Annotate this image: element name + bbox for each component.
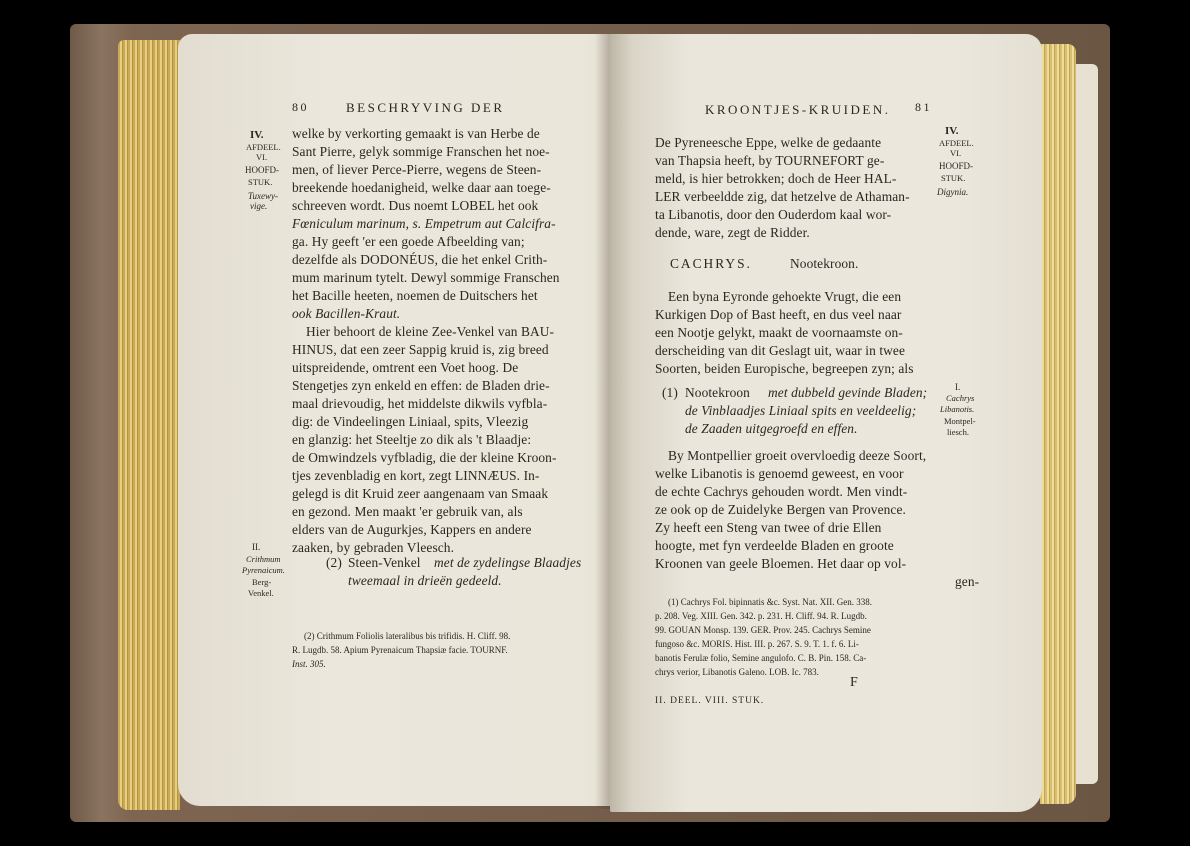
- text-line: derscheiding van dit Geslagt uit, waar in twee: [655, 343, 906, 358]
- sidenote-stuk: STUK.: [941, 173, 966, 183]
- entry-sidenote-genus: Crithmum: [246, 554, 281, 564]
- text-line: dig: de Vindeelingen Liniaal, spits, Vleezig: [292, 414, 529, 429]
- text-line: ook Bacillen-Kraut.: [292, 306, 401, 321]
- text-line: gen-: [955, 574, 980, 589]
- sidenote-vi: VI.: [950, 148, 962, 158]
- text-line: van Thapsia heeft, by TOURNEFORT ge-: [655, 153, 885, 168]
- footnote-line: 99. GOUAN Monsp. 139. GER. Prov. 245. Cachrys Semine: [655, 625, 871, 635]
- sidenote-hoofd: HOOFD-: [245, 165, 280, 175]
- footnote-line: p. 208. Veg. XIII. Gen. 342. p. 231. H. Cliff. 94. R. Lugdb.: [655, 611, 867, 621]
- footnote-line: banotis Ferulæ folio, Semine angulofo. C. B. Pin. 158. Ca-: [655, 653, 867, 663]
- section-genus: CACHRYS.: [670, 256, 752, 271]
- entry-sidenote-common: Montpel-: [944, 416, 976, 426]
- text-line: Sant Pierre, gelyk sommige Franschen het noe-: [292, 144, 550, 159]
- sidenote-part: IV.: [250, 129, 264, 141]
- text-line: en glanzig: het Steeltje zo dik als 't Blaadje:: [292, 432, 532, 447]
- footnote-line: Inst. 305.: [292, 659, 326, 669]
- text-line: schreeven wordt. Dus noemt LOBEL het ook: [292, 198, 539, 213]
- text-line: zaaken, by gebraden Vleesch.: [292, 540, 455, 555]
- text-line: Kurkigen Dop of Bast heeft, en dus veel naar: [655, 307, 902, 322]
- footnote-line: (2) Crithmum Foliolis lateralibus bis trifidis. H. Cliff. 98.: [304, 631, 511, 641]
- signature-mark: F: [850, 675, 858, 690]
- sidenote-part: IV.: [945, 125, 959, 137]
- section-title: Nootekroon.: [790, 256, 859, 271]
- right-page-number: 81: [915, 100, 932, 114]
- right-running-head: KROONTJES-KRUIDEN.: [705, 102, 891, 117]
- entry-sidenote-common-2: Venkel.: [248, 588, 274, 598]
- text-line: uitspreidende, omtrent een Voet hoog. De: [292, 360, 519, 375]
- text-line: Zy heeft een Steng van twee of drie Ellen: [655, 520, 882, 535]
- text-line: een Nootje gelykt, maakt de voornaamste on-: [655, 325, 903, 340]
- entry-sidenote-number: II.: [252, 542, 261, 552]
- entry-sidenote-species: Libanotis.: [940, 404, 975, 414]
- right-page-edges: [1040, 44, 1076, 804]
- text-line: HINUS, dat een zeer Sappig kruid is, zig breed: [292, 342, 549, 357]
- entry-number: (2): [326, 555, 342, 570]
- text-line: ta Libanotis, door den Ouderdom kaal wor-: [655, 207, 892, 222]
- text-line: maal drievoudig, het middelste dikwils vyfbla-: [292, 396, 548, 411]
- footnote-line: chrys verior, Libanotis Galeno. LOB. Ic. 783.: [655, 667, 819, 677]
- entry-sidenote-species: Pyrenaicum.: [242, 565, 285, 575]
- text-line: welke by verkorting gemaakt is van Herbe de: [292, 126, 540, 141]
- text-line: breekende hoedanigheid, welke daar aan toege-: [292, 180, 551, 195]
- text-line: Kroonen van geele Bloemen. Het daar op vol-: [655, 556, 907, 571]
- sidenote-order: Digynia.: [937, 187, 969, 197]
- text-line: dende, ware, zegt de Ridder.: [655, 225, 810, 240]
- entry-sidenote-common-2: liesch.: [947, 427, 969, 437]
- text-line: elders van de Augurkjes, Kappers en andere: [292, 522, 532, 537]
- entry-lead: Nootekroon: [685, 385, 750, 400]
- left-page-number: 80: [292, 100, 309, 114]
- entry-diagnosis-2: de Vinblaadjes Liniaal spits en veeldeelig;: [685, 403, 917, 418]
- left-page-edges: [118, 40, 180, 810]
- sidenote-afdeel: AFDEEL.: [246, 142, 281, 152]
- entry-diagnosis: met de zydelingse Blaadjes: [434, 555, 582, 570]
- text-line: men, of liever Perce-Pierre, wegens de Steen-: [292, 162, 542, 177]
- right-page: [610, 34, 1042, 812]
- entry-number: (1): [662, 385, 678, 400]
- text-line: ga. Hy geeft 'er een goede Afbeelding van;: [292, 234, 525, 249]
- text-line: Een byna Eyronde gehoekte Vrugt, die een: [668, 289, 902, 304]
- book-cover: [70, 24, 1110, 822]
- entry-lead: Steen-Venkel: [348, 555, 421, 570]
- text-line: en gezond. Men maakt 'er gebruik van, als: [292, 504, 523, 519]
- entry-diagnosis-2: tweemaal in drieën gedeeld.: [348, 573, 502, 588]
- sidenote-afdeel: AFDEEL.: [939, 138, 974, 148]
- text-line: ze ook op de Zuidelyke Bergen van Provence.: [655, 502, 906, 517]
- sidenote-stuk: STUK.: [248, 177, 273, 187]
- left-running-head: BESCHRYVING DER: [346, 100, 505, 115]
- text-line: het Bacille heeten, noemen de Duitschers het: [292, 288, 538, 303]
- text-line: De Pyreneesche Eppe, welke de gedaante: [655, 135, 882, 150]
- sidenote-class: Tuxewy-: [248, 191, 278, 201]
- text-line: LER verbeeldde zig, dat hetzelve de Athaman-: [655, 189, 910, 204]
- text-line: de echte Cachrys gehouden wordt. Men vindt-: [655, 484, 908, 499]
- text-line: welke Libanotis is genoemd geweest, en voor: [655, 466, 904, 481]
- entry-sidenote-common: Berg-: [252, 577, 272, 587]
- entry-sidenote-number: I.: [955, 382, 961, 392]
- text-line: By Montpellier groeit overvloedig deeze Soort,: [668, 448, 927, 463]
- text-line: tjes zevenbladig en kort, zegt LINNÆUS. In-: [292, 468, 540, 483]
- entry-diagnosis-3: de Zaaden uitgegroefd en effen.: [685, 421, 858, 436]
- text-line: meld, is hier betrokken; doch de Heer HAL-: [655, 171, 897, 186]
- footnote-line: fungoso &c. MORIS. Hist. III. p. 267. S. 9. T. 1. f. 6. Li-: [655, 639, 859, 649]
- entry-diagnosis: met dubbeld gevinde Bladen;: [768, 385, 928, 400]
- text-line: Hier behoort de kleine Zee-Venkel van BAU-: [306, 324, 555, 339]
- sidenote-hoofd: HOOFD-: [939, 161, 974, 171]
- text-line: Fœniculum marinum, s. Empetrum aut Calcifra-: [292, 216, 556, 231]
- sidenote-vi: VI.: [256, 152, 268, 162]
- text-line: dezelfde als DODONÉUS, die het enkel Crith-: [292, 252, 548, 267]
- footnote-line: (1) Cachrys Fol. bipinnatis &c. Syst. Nat. XII. Gen. 338.: [668, 597, 872, 607]
- text-line: de Omwindzels vyfbladig, die der kleine Kroon-: [292, 450, 557, 465]
- entry-sidenote-genus: Cachrys: [946, 393, 975, 403]
- text-line: Soorten, beiden Europische, begreepen zyn; als: [655, 361, 914, 376]
- sidenote-class-2: vige.: [250, 201, 268, 211]
- signature-line: II. DEEL. VIII. STUK.: [655, 696, 765, 706]
- text-line: gelegd is dit Kruid zeer aangenaam van Smaak: [292, 486, 549, 501]
- text-line: Stengetjes zyn enkeld en effen: de Bladen drie-: [292, 378, 550, 393]
- text-line: hoogte, met fyn verdeelde Bladen en groote: [655, 538, 894, 553]
- text-line: mum marinum tytelt. Dewyl sommige Franschen: [292, 270, 560, 285]
- footnote-line: R. Lugdb. 58. Apium Pyrenaicum Thapsiæ facie. TOURNF.: [292, 645, 508, 655]
